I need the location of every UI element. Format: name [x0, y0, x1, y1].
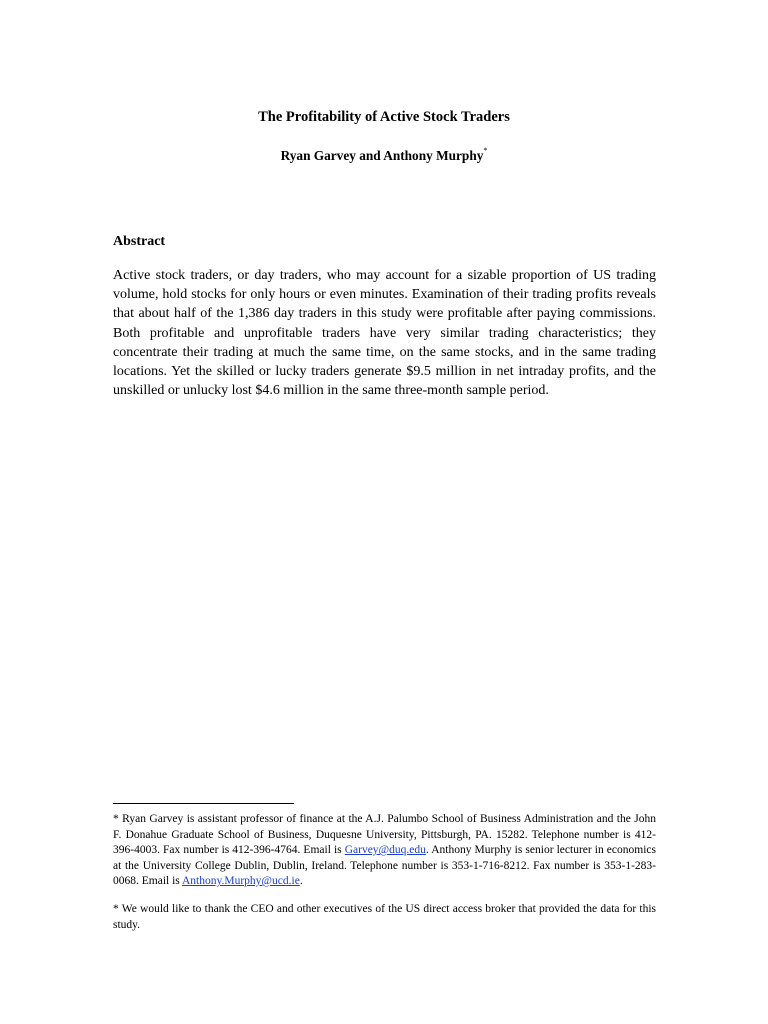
footnote-text: * Ryan Garvey is assistant professor of finance at the A.J. Palumbo School of Business Administration and the John F. Donahue Graduate School of Business, Duquesne University, Pittsburgh, PA. 15282. Telephone number is 412-396-4003. Fax number is 412-396-4764. Email is — [113, 813, 656, 856]
footnote-author-info — [113, 812, 656, 890]
email-link-murphy[interactable]: Anthony.Murphy@ucd.ie — [182, 875, 300, 887]
author-footnote-marker: * — [483, 146, 488, 155]
footnote-separator — [113, 803, 294, 804]
email-link-garvey[interactable]: Garvey@duq.edu — [344, 844, 426, 856]
abstract-heading: Abstract — [113, 234, 166, 249]
footnote-text: . — [299, 875, 303, 887]
footnote-text: . Anthony Murphy is senior lecturer in economics at the University College Dublin, Dublin, Ireland. Telephone number is 353-1-716-8212. Fax number is 353-1-283-0068. Email is — [113, 844, 656, 887]
abstract-text: Active stock traders, or day traders, who may account for a sizable proportion of US trading volume, hold stocks for only hours or even minutes. Examination of their trading profits reveals that about half of the 1,386 day traders in this study were profitable after paying commissions. Both profitable and unprofitable traders have very similar trading characteristics; they concentrate their trading at much the same time, on the same stocks, and in the same trading locations. Yet the skilled or lucky traders generate $9.5 million in net intraday profits, and the unskilled or unlucky lost $4.6 million in the same three-month sample period. — [113, 268, 656, 399]
footnote-acknowledgement: * We would like to thank the CEO and other executives of the US direct access broker that provided the data for this study. — [113, 903, 656, 931]
author-line — [0, 147, 768, 164]
author-names: Ryan Garvey and Anthony Murphy — [280, 148, 484, 163]
paper-title: The Profitability of Active Stock Traders — [258, 109, 510, 125]
